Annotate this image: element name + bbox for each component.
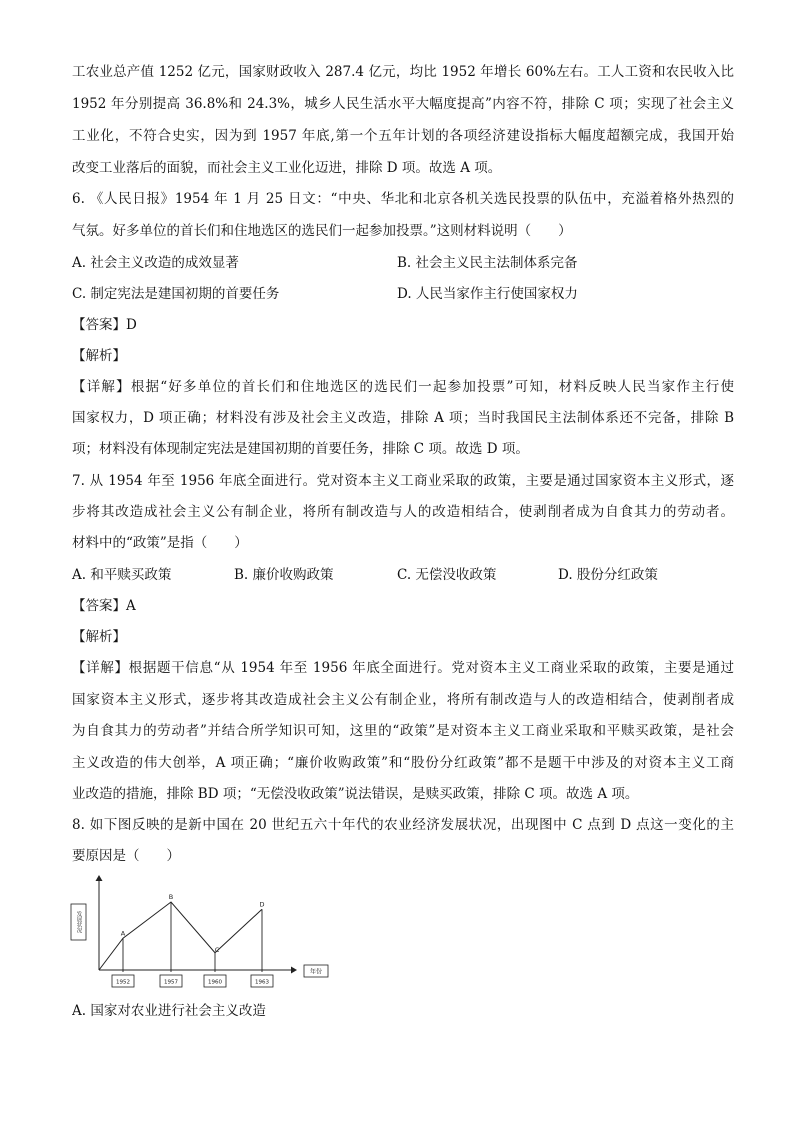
y-axis-label: 发展状况 [75,911,82,933]
x-tick-label: 1963 [255,979,269,986]
q7-detail: 【详解】根据题干信息“从 1954 年至 1956 年底全面进行。党对资本主义工商业采取的政策，主要是通过 [72,660,734,676]
q7-answer: 【答案】A [72,598,136,614]
question-7-stem: 7. 从 1954 年至 1956 年底全面进行。党对资本主义工商业采取的政策，主要是通过国家资本主义形式，逐 [72,473,734,489]
point-label: C [214,945,220,954]
q6-option-a: A. 社会主义改造的成效显著 [72,255,239,271]
question-6-stem: 气氛。好多单位的首长们和住地选区的选民们一起参加投票。”这则材料说明（ ） [72,223,572,239]
question-8-stem: 要原因是（ ） [72,848,180,864]
q7-option-a: A. 和平赎买政策 [72,567,172,583]
x-tick-label: 1952 [116,979,130,986]
text-line: 工业化，不符合史实，因为到 1957 年底,第一个五年计划的各项经济建设指标大幅度超额完成，我国开始 [72,128,734,144]
x-tick-label: 1957 [164,979,178,986]
q7-analysis: 【解析】 [72,629,126,645]
question-7-stem: 步将其改造成社会主义公有制企业，将所有制改造与人的改造相结合，使剥削者成为自食其力的劳动者。 [72,504,734,520]
q8-line-chart [70,872,330,992]
text-line: 改变工业落后的面貌，而社会主义工业化迈进，排除 D 项。故选 A 项。 [72,160,502,176]
x-tick-label: 1960 [208,979,222,986]
q7-option-c: C. 无偿没收政策 [397,567,497,583]
question-7-stem: 材料中的“政策”是指（ ） [72,535,248,551]
point-label: B [168,893,174,901]
q7-detail: 为自食其力的劳动者”并结合所学知识可知，这里的“政策”是对资本主义工商业采取和平赎买政策，是社会 [72,723,734,739]
q6-detail: 【详解】根据“好多单位的首长们和住地选区的选民们一起参加投票”可知，材料反映人民当家作主行使 [72,379,734,395]
q6-detail: 项；材料没有体现制定宪法是建国初期的首要任务，排除 C 项。故选 D 项。 [72,441,529,457]
q7-option-d: D. 股份分红政策 [558,567,658,583]
q8-option-a: A. 国家对农业进行社会主义改造 [72,1003,266,1019]
question-6-stem: 6. 《人民日报》1954 年 1 月 25 日文：“中央、华北和北京各机关选民投票的队伍中，充溢着格外热烈的 [72,191,734,207]
q6-option-d: D. 人民当家作主行使国家权力 [397,286,578,302]
point-label: A [120,929,126,938]
question-8-stem: 8. 如下图反映的是新中国在 20 世纪五六十年代的农业经济发展状况，出现图中 C 点到 D 点这一变化的主 [72,817,734,833]
q7-option-b: B. 廉价收购政策 [234,567,334,583]
x-axis-label: 年份 [309,968,323,976]
q6-analysis: 【解析】 [72,348,126,364]
q7-detail: 主义改造的伟大创举，A 项正确；“廉价收购政策”和“股份分红政策”都不是题干中涉及的对资本主义工商 [72,755,734,771]
q7-detail: 国家资本主义形式，逐步将其改造成社会主义公有制企业，将所有制改造与人的改造相结合，使剥削者成 [72,692,734,708]
text-line: 1952 年分别提高 36.8%和 24.3%，城乡人民生活水平大幅度提高”内容不符，排除 C 项；实现了社会主义 [72,96,734,112]
q6-detail: 国家权力，D 项正确；材料没有涉及社会主义改造，排除 A 项；当时我国民主法制体系还不完备，排除 B [72,410,734,426]
q6-option-b: B. 社会主义民主法制体系完备 [397,255,578,271]
point-label: D [259,900,265,909]
text-line: 工农业总产值 1252 亿元，国家财政收入 287.4 亿元，均比 1952 年增长 60%左右。工人工资和农民收入比 [72,64,734,80]
q6-option-c: C. 制定宪法是建国初期的首要任务 [72,286,280,302]
q6-answer: 【答案】D [72,317,137,333]
q7-detail: 业改造的措施，排除 BD 项；“无偿没收政策”说法错误，是赎买政策，排除 C 项。故选 A 项。 [72,786,639,802]
